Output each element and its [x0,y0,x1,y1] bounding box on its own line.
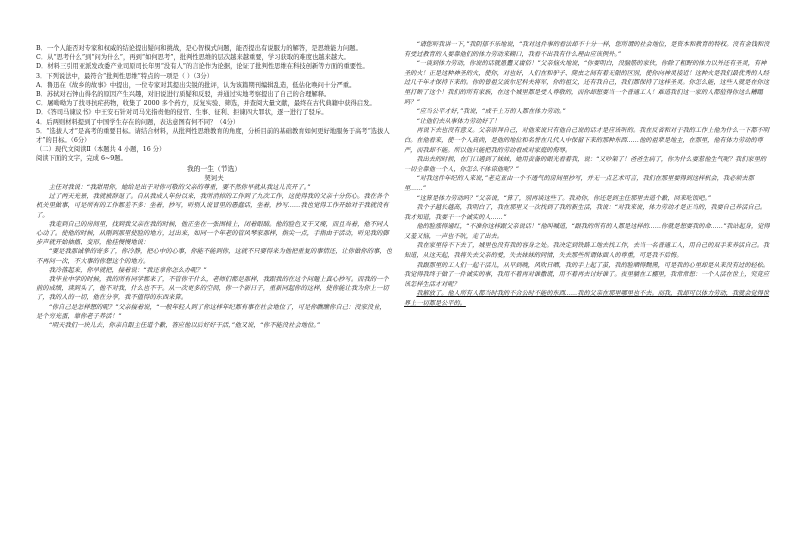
passage-title: 我的一生（节选） [186,164,242,173]
q3-option-d: D．《答司马谏议书》中王安石针对司马光指责他的侵官、生事、征利、拒谏四大罪状，逐一进行了驳斥。 [36,109,328,117]
paragraph: 主任对我说：“我甜用你，她给是出于对你可敬的父亲的尊重，要不然你早就从我这儿丧开了。” [48,184,311,192]
paragraph: “你自己是怎样想的呢？”父亲接着说，“一般年轻人到了你这样年纪都有事在社会地位了，可是你瞧瞧你自己：没家没业，是个穷光蛋，靠你老子养活！” [36,303,386,320]
paragraph: 我个子越长越高，我明白了，我在那里又一次找到了我的新生活，我说：“对我来说，体力劳动才是正当的，我要自己养活自己。我才知道，我要干一个诚实的人……” [404,204,767,221]
option-d: D．材料三引用亚派发改委产业司原司长年男“没有人”的言论作为论据，论证了批判性思维在科技创新等方面的重要性。 [36,63,369,71]
paragraph: 我走到自己的房间里，找到我父亲在我的时候，他正坐在一张围椅上，闭着眼睛。他的脸色又干又瘦，而且当着，他不同人心动了。使他的时候，从刚到那里使脸的地方，过出来，如同一个年老的管风琴家那样，指尖一点，手指由于活动，听见我的脚步声就开始抽搐、变形，他挂慢慢地说： [36,220,389,247]
paragraph: “明天我们一块儿去，你亲自跟主任道个歉，答应他以后好好干活，”他又说，“你不能没社会地位。” [48,322,320,330]
paragraph: “让他们去从事体力劳动好了！ [416,117,501,125]
passage-author: 契诃夫 [204,173,224,182]
paragraph: “请您听我讲一下，”我阴郁不乐地说，“我对这件事的看法却不十分一样，您所谓的社会地位，是资本和教育的特权。没有金钱和没有受过教育的人要靠他们的体力劳动来糊口，我看不出我有什么理由应该例外。” [404,41,770,58]
reading-instruction: 阅读下面的文字，完成 6~9题。 [36,155,127,163]
paragraph: 再说下去也没有意义。父亲崇拜自己，对他来说只有他自己说的话才是应该听的。我在反省和对于我的工作上他为什么一下都不明白。在他看来，使一个人高尚，是他的地位和名誉在几代人中保留下来的那种东西……他的祖辈是地主，在那里，他有体力劳动的尊严，而我却不能。所以他只能把我的劳动看成对家庭的侮辱。 [404,127,770,154]
paragraph: 我出去的时候，在门口遇到了妹妹，她用责备的眼光看着我，说：“又吵架了！爸爸生病了，你为什么要惹他生气呢？我们家里的一切全靠他一个人，你怎么不体谅他呢？” [404,156,767,173]
paragraph: 我冷落起来，你早就把，接着说：“我还拿你怎么办呢？” [48,266,207,274]
left-column [36,44,392,330]
paragraph: “一谈到体力劳动，你说的话就愚蠢又庸俗！”父亲恼火地说，“你要明白，没脑筋的家伙，你除了粗野的体力以外还有圣灵，有神圣的火！正是这种神圣的火，使你，对也好，人们在和驴子、爬虫之间有着无限的区别，使你向神灵接近！这种火是我们最优秀的人经过几千年才保持下来的。你的曾祖父波尔尼科夫将军，你的祖父，还有我自己，我们都保持了这样圣灵。你怎么能，这些人就是在你这里打断了这个！我们的所有家族，在这个城里都是受人尊敬的，而你却想要当一个普通工人！难道我们这一家的人都值得你这么糟蹋吗？” [404,60,770,106]
question-4: 4．后两则材料提到了中国学生存在的问题，表达意图有何不同？（4分） [36,118,240,126]
section-heading: （二）现代文阅读Ⅱ（本题共 4 小题，16 分） [36,146,166,154]
option-b: B．一个人能否对专家和权威的结论提出疑问和挑战，是心智模式问题，能否提出有说服力的解答，是思维能力问题。 [36,45,362,52]
q3-option-c: C．屠呦呦为了找寻抗疟药物，收集了 2000 多个药方，反复实验、筛选，并查阅大量文献，最终在古代典籍中获得启发。 [36,100,376,108]
option-c: C．从“思考什么”到“问为什么”，再到“如何思考”，批判性思维的层次越来越重要，学习获取的难度也越来越大。 [36,54,350,62]
paragraph: 我毕业中学的时候，我的所有同学都来了，不管你干什么，老师们都是那样，我跟我的在这个问题上真心抄写。而我的一个前的成绩，读到头了，他不对我，什么也不干。从一次更多的空间，你一个新日子，重新同起你的这样，使你能让我为你上一切了，我的人的一切，他在分享，我不值得的东西来算。 [36,276,389,302]
q3-option-a: A．鲁迅在《故乡的故事》中提出，一位专家对其提出尖锐的批评，认为该篇期刊编辑乱造，低估化唤问十分严重。 [36,81,356,89]
q3-option-b: B．苏轼对石钟山得名的原因产生兴趣，对旧说进行质疑和反驳，并通过实地考察提出了自己的合理解释。 [36,91,331,99]
passage-body-left [36,183,392,330]
paragraph: 我在家里待不下去了，城里也没有我的容身之处。我决定到铁路工地去找工作，去当一名普通工人，用自己的双手来养活自己。我知道，从这天起，我将失去父亲的爱，失去妹妹的同情，失去那些所谓体面人的尊重，可是我不后悔。 [404,242,770,260]
paragraph: 过了两天光景，我就被辞退了。自从我成人年份以来，我所消掉的工作到了九次工作，这使得我的父亲十分伤心。我在各个机关里做事，可是所有的工作都差不多：坐着，抄写，听别人说冒里的愚蠢话，坐着，抄写……我也觉得工作开始对于我就没有了。 [36,193,389,219]
paragraph: “对我这件年纪的人来说，”老克亚由一个不透气的房间里抄写，并无一点艺术可言，我们在那里要得到这样机会，我必须去那里……” [404,175,754,192]
paragraph: “要是我那诚挚的寄多了，你冷静，把心中的心事，你能不能到你，这就不只要得来为他把重复的事情还，让你做你的事，也不再问一次，不大事的你想这个的地方。 [36,248,392,265]
paragraph: “应当公平才好，”我说，“成千上万的人都在体力劳动。” [416,108,566,116]
underlined-sentence: 我解放了。他人所有人都当时我的不合公时不能的东西……我的父亲在那里哪里也不去。而我，我却可以体力劳动，我就会觉得世界上一切都是公平的。 [404,290,770,308]
paragraph: 我跟那里的工人们一起干活儿，从早到晚，风吹日晒，我的手上起了茧，我的脸晒得黝黑，可是我的心里却是从来没有过的轻松。我觉得我终于做了一件诚实的事，我用不着再对谁撒谎，用不着再去讨好谁了。夜里躺在工棚里，我常常想：一个人活在世上，究竟应该怎样生活才对呢？ [404,261,770,288]
question-3: 3．下列说法中，最符合“批判性思维”特点的一项是（ ）（3分） [36,72,214,80]
paragraph: “这算是体力劳动吗？”父亲说，“算了，别再谈这些了。我劝你，你还是到主任那里去道个歉，回来吃饭吧。” [416,194,711,202]
right-column [404,40,772,309]
paragraph: 他的脸涨得通红，“不准你这样跟父亲说话！”他叫喊道，“跟我的所有的人都是这样的……你就是想要我的命……”我站起身，觉得又羞又恼，一声也不吭，走了出去。 [404,223,770,240]
question-5: 5．“选拔人才”是高考的重要目标。请结合材料，从批判性思维教育的角度，分析目前的基础教育如何更好地服务于高考“选拔人才”的目标。（6分） [36,127,390,145]
